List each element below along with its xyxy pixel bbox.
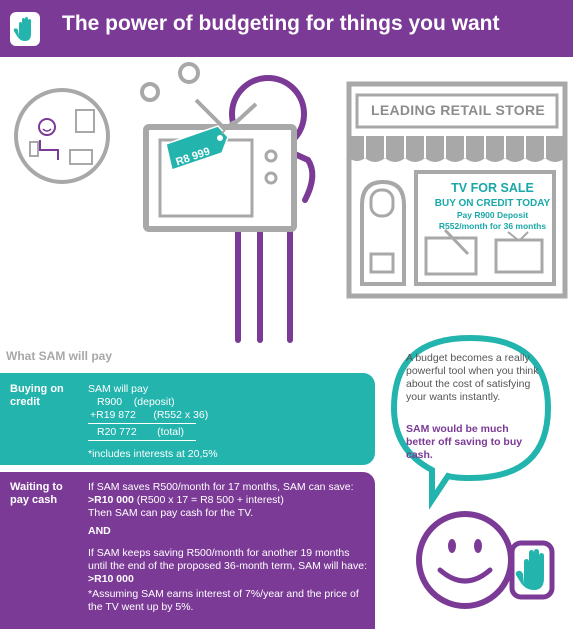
cash-and: AND [88, 525, 111, 537]
decor-circle [180, 64, 198, 82]
section-title: What SAM will pay [6, 349, 113, 363]
cash-note: *Assuming SAM earns interest of 7%/year and the price of the TV went up by 5%. [88, 588, 359, 613]
bubble-conclusion: SAM would be much better off saving to buy cash. [406, 423, 523, 461]
store-monthly: R552/month for 36 months [438, 221, 547, 231]
bubble-text: A budget becomes a really powerful tool when you think about the cost of satisfying your wants instantly. [406, 352, 539, 403]
cash-p1-conclusion: Then SAM can pay cash for the TV. [88, 507, 254, 519]
smiley-icon [419, 514, 511, 606]
cash-p1-calc: (R500 x 17 = R8 500 + interest) [133, 494, 284, 506]
credit-instalments: +R19 872 (R552 x 36) [90, 409, 209, 421]
hand-icon [512, 543, 552, 597]
decor-circle [142, 84, 158, 100]
cash-label: Waiting to pay cash [10, 481, 63, 506]
credit-note: *includes interests at 20,5% [88, 448, 218, 460]
cash-p2-text: If SAM keeps saving R500/month for another 19 months until the end of the proposed 36-month term, SAM will have: [88, 547, 367, 572]
cash-paragraph-2 [88, 547, 370, 586]
cash-p1-amount: >R10 000 [88, 494, 134, 506]
sam-watching-tv-icon [16, 90, 108, 182]
cash-p2-amount: >R10 000 [88, 573, 134, 585]
cash-paragraph-1 [88, 481, 370, 520]
credit-total: R20 772 (total) [97, 426, 184, 438]
cash-p1-text: If SAM saves R500/month for 17 months, SAM can save: [88, 481, 354, 493]
divider [88, 423, 196, 424]
price-tag-label: R8 999 [174, 145, 212, 169]
store-buy-on-credit: BUY ON CREDIT TODAY [434, 198, 551, 209]
store-deposit: Pay R900 Deposit [456, 210, 529, 220]
credit-intro: SAM will pay [88, 383, 149, 395]
credit-deposit: R900 (deposit) [97, 396, 175, 408]
store-name: LEADING RETAIL STORE [370, 102, 545, 118]
page-title: The power of budgeting for things you want [62, 12, 500, 35]
divider [88, 440, 196, 441]
credit-label: Buying on credit [10, 383, 64, 408]
store-tv-for-sale: TV FOR SALE [451, 181, 534, 195]
